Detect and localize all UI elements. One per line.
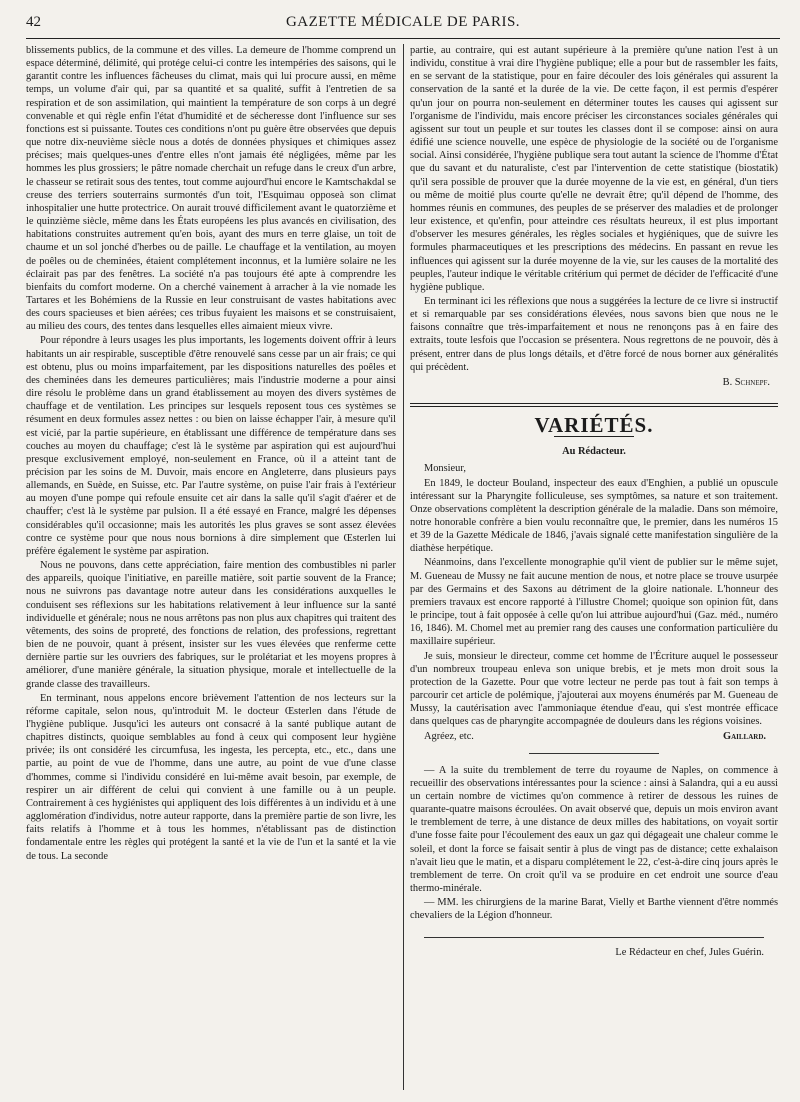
letter-paragraph: En 1849, le docteur Bouland, inspecteur des eaux d'Enghien, a publié un opuscule intéressant sur la Pharyngite folliculeuse, ses symptômes, sa nature et son traitement. Onze observations complètent la description générale de la maladie. Dans son mémoire, notre honorable confrère a bien voulu reconnaître que, le premier, dans les numéros 15 et 39 de la Gazette Médicale de 1846, j'avais signalé cette manifestation singulière de la diathèse herpétique. — [410, 477, 778, 555]
editor-signature: Le Rédacteur en chef, Jules Guérin. — [615, 946, 764, 958]
article-paragraph: En terminant ici les réflexions que nous a suggérées la lecture de ce livre si instructif et si remarquable par ses considérations élevées, nous savons bien que nous ne le faisons connaître que très-imparfaitement et nous ne renonçons pas à en faire des extraits, toute lesfois que l'occasion se présentera. Nous regrettons de ne pouvoir, dès à présent, entrer dans de plus longs détails, et d'être forcé de nous borner aux généralités qui précèdent. — [410, 295, 778, 373]
letter-closing-row — [424, 730, 766, 743]
letter-addressee: Au Rédacteur. — [562, 446, 626, 458]
letter-paragraph: Je suis, monsieur le directeur, comme cet homme de l'Écriture auquel le possesseur d'un nombreux troupeau enleva son unique brebis, et je mets mon droit sous la protection de la Gazette. Pour que votre lecteur ne perde pas tout à fait son temps à parcourir cet article de polémique, j'ajouterai aux moyens énumérés par M. Gueneau de Mussy, la cautérisation avec l'ammoniaque étendue d'eau, qui s'est montrée efficace dans quelques cas de pharyngite accompagnée de douleurs dans les régions voisines. — [410, 650, 778, 728]
letter-closing: Agréez, etc. — [424, 730, 474, 742]
article-paragraph: En terminant, nous appelons encore brièvement l'attention de nos lecteurs sur la réforme capitale, selon nous, qu'introduit M. le docteur Œsterlen dans l'étude de l'hygiène publique. Jusqu'ici les auteurs ont consacré à la santé publique autant de chapitres distincts, quoique semblables au fond à ceux qui composent leur hygiène privée; ils ont considéré les circumfusa, les ingesta, les percepta, etc., etc., dans une partie, au point de vue de l'homme, dans une autre, au point de vue d'une classe d'hommes, comme si l'individu considéré en lui-même avait besoin, par exemple, de respirer un air différent de celui qui convient à une famille ou à un peuple. Contrairement à ces hygiénistes qui appliquent des lois différentes à un individu et à une agglomération d'individus, notre auteur rapporte, dans la première partie de son livre, les faits relatifs à l'homme et à tous les hommes, n'établissant pas de distinction fondamentale entre les règles qui protégent la santé et la vie de l'un et la santé et la vie de tous. La seconde — [26, 692, 396, 862]
page-number: 42 — [26, 14, 41, 30]
section-title: VARIÉTÉS. — [534, 413, 654, 438]
news-item: — MM. les chirurgiens de la marine Barat, Vielly et Barthe viennent d'être nommés chevaliers de la Légion d'honneur. — [410, 897, 778, 922]
article-paragraph: partie, au contraire, qui est autant supérieure à la première qu'une nation l'est à un individu, constitue à vrai dire l'hygiène publique; elle a pour but de rassembler les faits, en se servant de la statistique, pour en faire découler des lois générales qui assurent la conservation de la santé et la durée de la vie. De cette façon, il est permis d'espérer qu'un jour on pourra non-seulement en déterminer toutes les causes qui agissent sur l'organisme de l'individu, mais encore préciser les circonstances sociales générales qui agissent sur tout un peuple et sur toutes les classes dont il se compose: ainsi on aura édifié une science nouvelle, une espèce de physiologie de la société ou de l'organisme social. Ainsi considérée, l'hygiène publique sera tout autant la science de l'homme d'État que du savant et du naturaliste, c'est par l'intervention de cette statistique (biostatik) qu'il sera possible de prouver que la durée moyenne de la vie est, en général, d'un tiers ou même de moitié plus courte qu'elle ne devrait être; qu'il dépend de l'homme, des hommes réunis en communes, des peuples de se préserver des maladies et de prolonger leur existence, et qu'enfin, pour atteindre ces résultats heureux, il est plus important d'observer les mesures générales, les règles sociales et hygiéniques, que de suivre les formules pharmaceutiques et les prescriptions des médecins. En passant en revue les influences qui agissent sur la durée moyenne de la vie, sur les causes de la mortalité des peuples, l'auteur indique le véritable critérium qui permet de décider de l'efficacité d'une hygiène publique. — [410, 45, 778, 293]
section-separator — [410, 403, 778, 407]
journal-title: GAZETTE MÉDICALE DE PARIS. — [285, 14, 521, 30]
right-column — [410, 44, 778, 1090]
article-paragraph: Nous ne pouvons, dans cette appréciation, faire mention des combustibles ni parler des appareils, quoique l'initiative, en pareille matière, soit partie souvent de la France; nous ne suivrons pas davantage notre auteur dans les considérations auxquelles le conduisent ses réflexions sur les habitations relativement à leur influence sur la santé individuelle et générale; nous ne nous arrêtons pas non plus aux chapitres qui traitent des vêtements, des soins de propreté, des fonctions de relation, des professions, regrettant bien de ne pouvoir, quant à présent, insister sur les vues élevées que renferme cette dernière partie sur les ouvriers des fabriques, sur le prolétariat et les moyens propres à améliorer, d'une manière générale, la situation physique, morale et intellectuelle de la grande classe des travailleurs. — [26, 560, 396, 690]
news-separator — [529, 753, 659, 754]
letter-paragraph: Néanmoins, dans l'excellente monographie qu'il vient de publier sur le même sujet, M. Gueneau de Mussy ne fait aucune mention de nous, et notre place se trouve usurpée par des Germains et des Saxons au détriment de la gloire nationale. L'honneur des premiers travaux est encore rapporté à l'illustre Chomel; quoique son opinion fût, dans le principe, tout à fait opposée à celle qu'on lui attribue aujourd'hui (Gaz. méd., numéro 16, 1846). M. Chomel met au premier rang des causes une conformation particulière du maxillaire supérieur. — [410, 557, 778, 648]
page-header — [26, 12, 780, 39]
footer-separator — [424, 937, 764, 938]
news-item: — A la suite du tremblement de terre du royaume de Naples, on commence à recueillir des observations intéressantes pour la science : ainsi à Salandra, qui a eu aussi un certain nombre de victimes qu'on commence à retirer de dessous les ruines de quarante-quatre maisons écroulées. On avait observé que, depuis un mois environ avant le tremblement de terre, à une distance de deux milles des habitations, on voyait sortir d'une fosse faite pour l'écoulement des eaux un gaz qui dégageait une chaleur comme le soleil, et dont la force se faisait sentir à plus de vingt pas de distance; cette exhalaison n'avait lieu que le matin, et a disparu complétement le 22, c'est-à-dire cinq jours après le tremblement de terre. On croit qu'il va se produire en cet endroit une source d'eau thermo-minérale. — [410, 764, 778, 895]
article-paragraph: Pour répondre à leurs usages les plus importants, les logements doivent offrir à leurs habitants un air respirable, susceptible d'être renouvelé sans cesse par un air frais; ce qui est obtenu, plus ou moins imparfaitement, par les dispositions naturelles des poêles et des cheminées dans les demeures particulières; mais l'industrie moderne a pour ainsi dire résolu le problème dans un grand établissement au moyen des divers systèmes de chauffage et de ventilation. Les principes sur lesquels reposent tous ces systèmes se résument en deux formules assez nettes : ou bien on laisse échapper l'air, à mesure qu'il est vicié, par la partie supérieure, en établissant une différence de température dans ses couches au moyen du chauffage; c'est là le système par aspiration qui est aujourd'hui presque exclusivement employé, non-seulement en France, où il a atteint tant de précision par les soins de M. Duvoir, mais encore en Angleterre, dans plusieurs pays allemands, en Suède, en Suisse, etc. Par l'autre système, on puise l'air frais à l'extérieur au moyen d'une pompe qui refoule ensuite cet air dans la salle qu'il s'agit d'aérer et de chauffer; c'est là le système par pulsion. Il a été essayé en France, malgré les dépenses considérables qu'il occasionne; mais les autorités les plus graves se sont assez élevées contre ce système pour que nous nous bornions à dire simplement que Œsterlen lui préfère également le système par aspiration. — [26, 335, 396, 557]
column-divider — [403, 44, 404, 1090]
article-signature: B. Schnepf. — [722, 376, 770, 388]
left-column — [26, 44, 396, 1090]
letter-signature: Gaillard. — [723, 730, 766, 742]
letter-salutation: Monsieur, — [424, 463, 467, 475]
article-paragraph: blissements publics, de la commune et des villes. La demeure de l'homme comprend un espace déterminé, délimité, qui protége celui-ci contre les intempéries des saisons, qui le garantit contre les influences fâcheuses du climat, mais qui lui procure aussi, en même temps, un volume d'air qui, par sa quantité et sa qualité, suffit à l'entretien de sa respiration et de son assimilation, qui maintient la température de son corps à un degré convenable et qui règle enfin l'état d'humidité et de sécheresse dont l'influence sur ses fonctions est si puissante. Toutes ces conditions n'ont pu guère être observées que depuis que notre dix-neuvième siècle nous a dotés de données physiques et chimiques assez précises; mais quelques-unes d'entre elles n'ont jamais été négligées, même par les hommes les plus grossiers; le pâtre nomade cherchait un refuge dans le creux d'un arbre, le chasseur se retirait sous des tentes, tout comme aujourd'hui encore le Kamtschakdal se creuse des terriers souterrains surmontés d'un toit, l'Esquimau opposeà son climat inhospitalier une hutte protectrice. On aurait trouvé difficilement avant le quatorzième et le quinzième siècle, même dans les États européens les plus avancés en civilisation, des habitations construites autrement qu'en bois, ayant des murs en terre glaise, un toit de chaume et un sol jonché d'herbes ou de paille. Le chauffage et la ventilation, au moyen de poêles ou de cheminées, étaient complétement inconnus, et la lumière solaire ne les éclairait pas par des fenêtres. La société n'a pas toujours été apte à comprendre les bienfaits du comfort moderne. On a cherché vainement à arracher à la vie nomade les Tartares et les Bohémiens de la Russie en leur construisant de vastes habitations avec des cours spacieuses et bien aérées; ces tribus fuyaient les maisons et se construisaient, au milieu des cours, des tentes dans lesquelles elles aimaient mieux vivre. — [26, 45, 396, 333]
